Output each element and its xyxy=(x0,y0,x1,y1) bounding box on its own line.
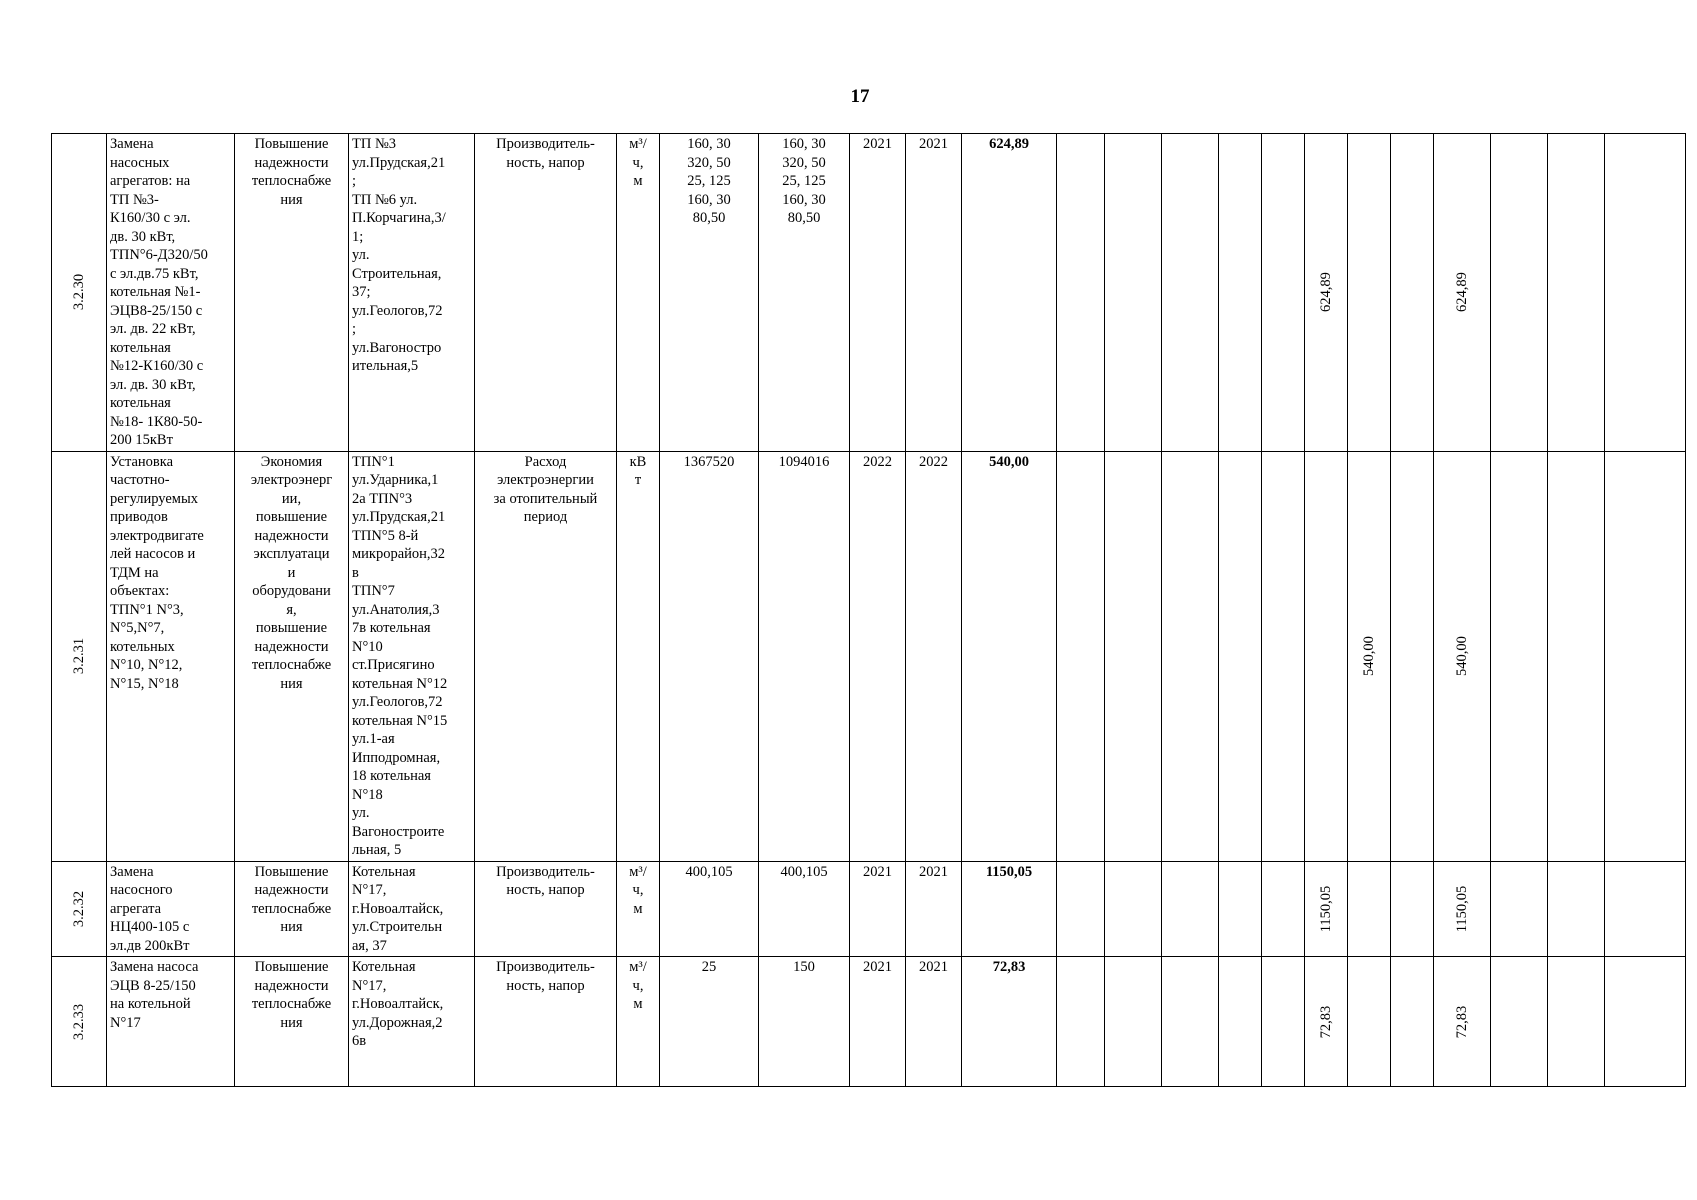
year-start-cell xyxy=(850,957,906,1087)
year-start: 2022 xyxy=(863,453,892,470)
value-after-cell xyxy=(759,861,850,957)
total-financing-value-cell xyxy=(1434,861,1491,957)
empty-cell xyxy=(1548,134,1605,452)
value-before-cell xyxy=(660,861,759,957)
measure-purpose-cell xyxy=(235,451,349,861)
empty-cell xyxy=(1548,451,1605,861)
item-number-cell xyxy=(52,957,107,1087)
indicator-unit: кВ т xyxy=(629,453,647,488)
total-cost-cell xyxy=(962,861,1057,957)
measure-name-cell xyxy=(107,134,235,452)
empty-cell xyxy=(1262,134,1305,452)
item-number: 3.2.33 xyxy=(70,1003,87,1040)
measure-purpose: Экономия электроэнерг ии, повышение надежности эксплуатаци и оборудовани я, повышение надежности теплоснабже ния xyxy=(250,453,333,692)
indicator-name: Производитель- ность, напор xyxy=(496,959,595,994)
value-before: 160, 30 320, 50 25, 125 160, 30 80,50 xyxy=(687,136,731,226)
measure-name: Замена насосного агрегата НЦ400-105 с эл.дв 200кВт xyxy=(110,863,190,954)
empty-cell xyxy=(1162,451,1219,861)
total-financing-value-cell xyxy=(1434,134,1491,452)
empty-cell xyxy=(1105,134,1162,452)
total-financing-value-cell xyxy=(1434,957,1491,1087)
empty-cell xyxy=(1219,451,1262,861)
measure-purpose-cell xyxy=(235,957,349,1087)
item-number-cell xyxy=(52,134,107,452)
value-after: 1094016 xyxy=(778,453,830,470)
value-after-cell xyxy=(759,451,850,861)
year-financing-value: 540,00 xyxy=(1360,636,1377,676)
measure-location: ТП №3 ул.Прудская,21 ; ТП №6 ул. П.Корчагина,3/ 1; ул. Строительная, 37; ул.Геологов,72 ; ул.Вагоностро ительная,5 xyxy=(352,136,446,374)
indicator-name: Расход электроэнергии за отопительный период xyxy=(493,453,598,525)
value-after: 400,105 xyxy=(780,863,828,880)
item-number: 3.2.32 xyxy=(70,890,87,927)
measure-location: Котельная N°17, г.Новоалтайск, ул.Дорожная,2 6в xyxy=(352,959,444,1049)
measure-name: Замена насоса ЭЦВ 8-25/150 на котельной N°17 xyxy=(110,959,199,1031)
empty-cell xyxy=(1057,957,1105,1087)
empty-cell xyxy=(1391,134,1434,452)
indicator-name: Производитель- ность, напор xyxy=(496,863,595,898)
empty-cell xyxy=(1262,861,1305,957)
empty-cell xyxy=(1605,451,1686,861)
empty-cell xyxy=(1262,451,1305,861)
total-cost-cell xyxy=(962,134,1057,452)
measure-purpose: Повышение надежности теплоснабже ния xyxy=(251,959,332,1031)
measure-location-cell xyxy=(349,861,475,957)
empty-cell xyxy=(1162,861,1219,957)
year-start: 2021 xyxy=(863,863,892,880)
empty-cell xyxy=(1162,134,1219,452)
measure-location: ТПN°1 ул.Ударника,1 2а ТПN°3 ул.Прудская,21 ТПN°5 8-й микрорайон,32 в ТПN°7 ул.Анатолия,3 7в котельная N°10 ст.Присягино котельная N°12 ул.Геологов,72 котельная N°15 ул.1-ая Ипподромная, 18 котельная N°18 ул. Вагоностроите льная, 5 xyxy=(352,453,448,858)
total-financing-value: 1150,05 xyxy=(1453,885,1470,933)
year-end: 2021 xyxy=(919,959,948,975)
year-end-cell xyxy=(906,451,962,861)
indicator-name-cell xyxy=(475,451,617,861)
total-financing-value-cell xyxy=(1434,451,1491,861)
value-after-cell xyxy=(759,957,850,1087)
empty-cell xyxy=(1491,451,1548,861)
indicator-unit-cell xyxy=(617,451,660,861)
indicator-name-cell xyxy=(475,957,617,1087)
year-end: 2022 xyxy=(919,453,948,470)
year-end: 2021 xyxy=(919,863,948,880)
item-number-cell xyxy=(52,861,107,957)
total-cost: 1150,05 xyxy=(985,863,1033,880)
empty-cell xyxy=(1105,957,1162,1087)
measure-name-cell xyxy=(107,451,235,861)
year-financing-value: 1150,05 xyxy=(1317,885,1334,933)
indicator-name-cell xyxy=(475,134,617,452)
value-after: 160, 30 320, 50 25, 125 160, 30 80,50 xyxy=(782,136,826,226)
measure-name-cell xyxy=(107,957,235,1087)
total-cost: 72,83 xyxy=(992,959,1026,975)
year-end-cell xyxy=(906,134,962,452)
year-start: 2021 xyxy=(863,959,892,975)
year-start-cell xyxy=(850,134,906,452)
total-cost: 540,00 xyxy=(989,453,1029,470)
empty-cell xyxy=(1105,451,1162,861)
indicator-unit: м³/ ч, м xyxy=(629,863,647,917)
year-financing-value: 624,89 xyxy=(1317,272,1334,313)
empty-cell xyxy=(1262,957,1305,1087)
total-cost-cell xyxy=(962,451,1057,861)
measure-purpose: Повышение надежности теплоснабже ния xyxy=(251,136,332,208)
empty-cell xyxy=(1348,134,1391,452)
empty-cell xyxy=(1348,957,1391,1087)
table-row xyxy=(52,957,1686,1087)
empty-cell xyxy=(1548,957,1605,1087)
value-after: 150 xyxy=(793,959,815,975)
year-financing-value: 72,83 xyxy=(1317,1005,1334,1038)
empty-cell xyxy=(1348,861,1391,957)
year-financing-value-cell xyxy=(1305,861,1348,957)
item-number: 3.2.30 xyxy=(70,274,87,311)
empty-cell xyxy=(1305,451,1348,861)
measure-location-cell xyxy=(349,134,475,452)
empty-cell xyxy=(1548,861,1605,957)
empty-cell xyxy=(1162,957,1219,1087)
value-before: 400,105 xyxy=(685,863,733,880)
empty-cell xyxy=(1605,957,1686,1087)
empty-cell xyxy=(1057,134,1105,452)
total-financing-value: 624,89 xyxy=(1453,272,1470,313)
measures-table xyxy=(51,133,1686,1087)
empty-cell xyxy=(1391,957,1434,1087)
year-financing-value-cell xyxy=(1348,451,1391,861)
page-number: 17 xyxy=(850,86,870,107)
value-before: 25 xyxy=(701,959,717,975)
measure-name-cell xyxy=(107,861,235,957)
indicator-unit-cell xyxy=(617,861,660,957)
indicator-unit: м³/ ч, м xyxy=(629,136,647,189)
measure-location-cell xyxy=(349,451,475,861)
item-number-cell xyxy=(52,451,107,861)
empty-cell xyxy=(1219,957,1262,1087)
indicator-name: Производитель- ность, напор xyxy=(496,136,595,171)
measure-purpose-cell xyxy=(235,134,349,452)
total-financing-value: 72,83 xyxy=(1453,1005,1470,1038)
value-before: 1367520 xyxy=(683,453,735,470)
year-financing-value-cell xyxy=(1305,957,1348,1087)
table-row xyxy=(52,134,1686,452)
empty-cell xyxy=(1491,134,1548,452)
measure-location: Котельная N°17, г.Новоалтайск, ул.Строительн ая, 37 xyxy=(352,863,444,954)
year-start-cell xyxy=(850,451,906,861)
measure-name: Замена насосных агрегатов: на ТП №3- К160/30 с эл. дв. 30 кВт, ТПN°6-Д320/50 с эл.дв.75 кВт, котельная №1- ЭЦВ8-25/150 с эл. дв. 22 кВт, котельная №12-К160/30 с эл. дв. 30 кВт, котельная №18- 1К80-50- 200 15кВт xyxy=(110,136,208,448)
empty-cell xyxy=(1057,861,1105,957)
year-start-cell xyxy=(850,861,906,957)
measure-purpose-cell xyxy=(235,861,349,957)
measure-purpose: Повышение надежности теплоснабже ния xyxy=(251,863,332,935)
indicator-name-cell xyxy=(475,861,617,957)
year-end-cell xyxy=(906,957,962,1087)
value-after-cell xyxy=(759,134,850,452)
empty-cell xyxy=(1605,861,1686,957)
empty-cell xyxy=(1105,861,1162,957)
measure-location-cell xyxy=(349,957,475,1087)
indicator-unit: м³/ ч, м xyxy=(629,959,647,1012)
empty-cell xyxy=(1219,134,1262,452)
empty-cell xyxy=(1057,451,1105,861)
empty-cell xyxy=(1491,861,1548,957)
empty-cell xyxy=(1391,861,1434,957)
item-number: 3.2.31 xyxy=(70,637,87,675)
year-financing-value-cell xyxy=(1305,134,1348,452)
value-before-cell xyxy=(660,957,759,1087)
year-end-cell xyxy=(906,861,962,957)
value-before-cell xyxy=(660,451,759,861)
indicator-unit-cell xyxy=(617,957,660,1087)
table-row xyxy=(52,451,1686,861)
total-cost-cell xyxy=(962,957,1057,1087)
total-financing-value: 540,00 xyxy=(1453,636,1470,676)
empty-cell xyxy=(1491,957,1548,1087)
empty-cell xyxy=(1219,861,1262,957)
indicator-unit-cell xyxy=(617,134,660,452)
value-before-cell xyxy=(660,134,759,452)
total-cost: 624,89 xyxy=(989,136,1029,152)
year-start: 2021 xyxy=(863,136,892,152)
table-row xyxy=(52,861,1686,957)
empty-cell xyxy=(1605,134,1686,452)
year-end: 2021 xyxy=(919,136,948,152)
measure-name: Установка частотно- регулируемых приводов электродвигате лей насосов и ТДМ на объектах: ТПN°1 N°3, N°5,N°7, котельных N°10, N°12, N°15, N°18 xyxy=(110,453,204,692)
empty-cell xyxy=(1391,451,1434,861)
